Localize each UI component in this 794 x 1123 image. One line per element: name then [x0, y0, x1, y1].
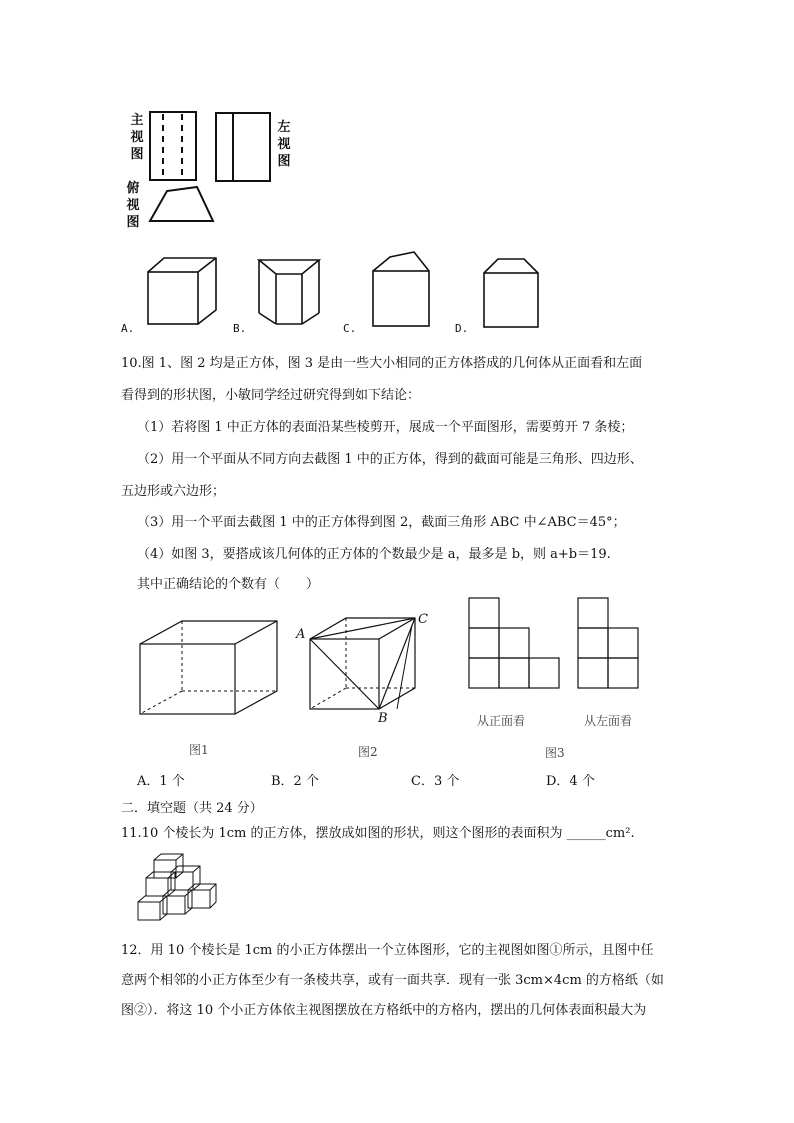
option-c-label: C.: [343, 322, 357, 335]
top-view-label-char: 俯: [126, 181, 140, 196]
top-view-label-char: 图: [126, 215, 140, 230]
main-view-label-char: 图: [130, 147, 144, 162]
q10-statement4: （4）如图 3，要搭成该几何体的正方体的个数最少是 a，最多是 b，则 a+b＝19.: [137, 547, 611, 562]
q11-text: 11.10 个棱长为 1cm 的正方体，摆放成如图的形状，则这个图形的表面积为 ______cm².: [121, 826, 635, 841]
front-view-caption: 从正面看: [477, 714, 526, 728]
option-d-label: D.: [455, 322, 469, 335]
q10-statement1: （1）若将图 1 中正方体的表面沿某些棱剪开，展成一个平面图形，需要剪开 7 条棱；: [137, 420, 634, 435]
left-view-label-char: 视: [277, 137, 291, 152]
figure2-caption: 图2: [358, 745, 378, 759]
q12-line2: 意两个相邻的小正方体至少有一条棱共享，或有一面共享．现有一张 3cm×4cm 的方格纸（如: [121, 973, 664, 988]
label-point-a: A: [296, 627, 306, 642]
figure1-caption: 图1: [189, 743, 209, 757]
main-view-label-char: 视: [130, 130, 144, 145]
q10-line2: 看得到的形状图，小敏同学经过研究得到如下结论：: [121, 388, 421, 403]
left-view-caption: 从左面看: [584, 714, 633, 728]
q10-option-d: D．4 个: [546, 774, 595, 789]
option-b-label: B.: [233, 322, 247, 335]
q10-option-a: A．1 个: [137, 774, 185, 789]
q10-question: 其中正确结论的个数有（ ）: [137, 577, 320, 592]
q12-line1: 12．用 10 个棱长是 1cm 的小正方体摆出一个立体图形，它的主视图如图①所示，且图中任: [121, 943, 654, 958]
left-view-label-char: 图: [277, 154, 291, 169]
label-point-b: B: [378, 711, 388, 726]
q10-statement2a: （2）用一个平面从不同方向去截图 1 中的正方体，得到的截面可能是三角形、四边形、: [137, 452, 643, 467]
q10-line1: 10.图 1、图 2 均是正方体，图 3 是由一些大小相同的正方体搭成的几何体从正面看和左面: [121, 356, 643, 371]
q10-statement3: （3）用一个平面去截图 1 中的正方体得到图 2，截面三角形 ABC 中∠ABC＝45°；: [137, 515, 626, 530]
option-a-label: A.: [121, 322, 135, 335]
q10-statement2b: 五边形或六边形；: [121, 484, 226, 499]
q10-option-c: C．3 个: [411, 774, 460, 789]
section-heading: 二．填空题（共 24 分）: [121, 801, 263, 816]
q10-option-b: B．2 个: [271, 774, 319, 789]
main-view-label-char: 主: [130, 113, 144, 128]
figure3-caption: 图3: [545, 746, 565, 760]
label-point-c: C: [418, 612, 428, 627]
q12-line3: 图②）．将这 10 个小正方体依主视图摆放在方格纸中的方格内，摆出的几何体表面积最大为: [121, 1003, 647, 1018]
top-view-label-char: 视: [126, 198, 140, 213]
left-view-label-char: 左: [277, 120, 291, 135]
